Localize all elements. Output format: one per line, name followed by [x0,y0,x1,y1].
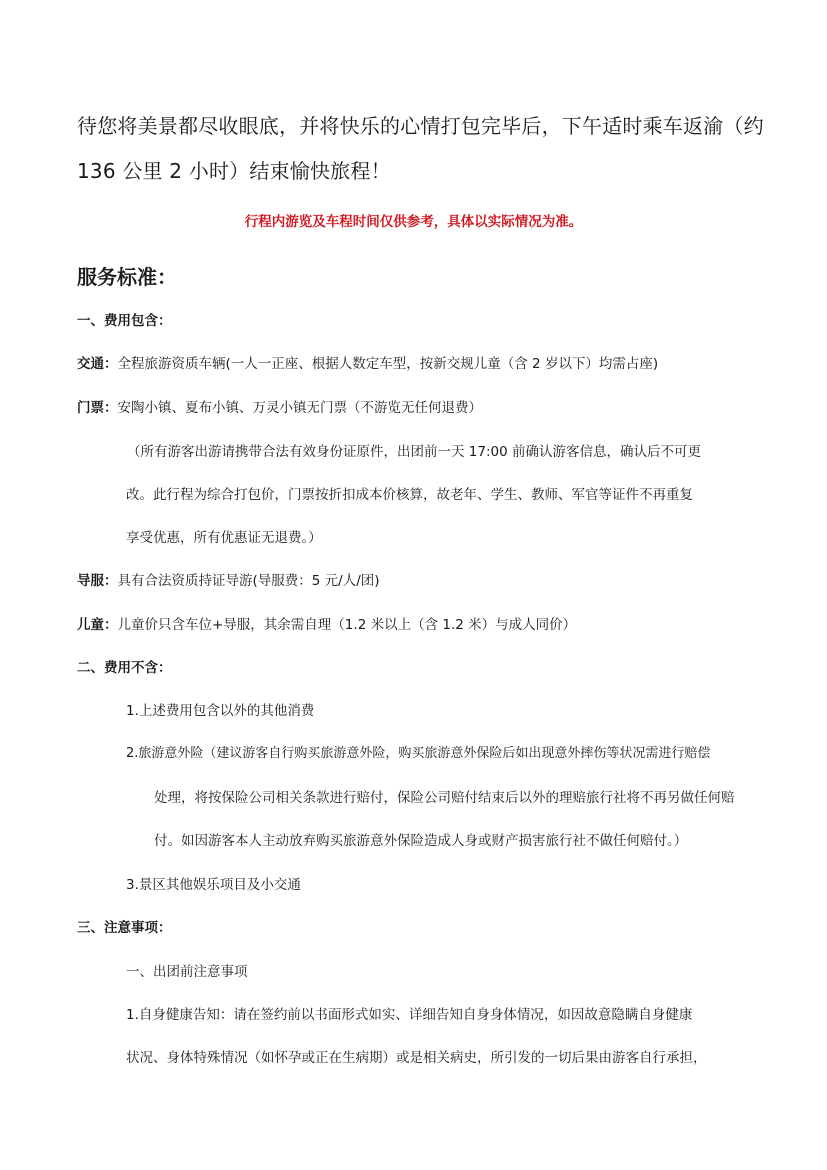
notice-text: 行程内游览及车程时间仅供参考，具体以实际情况为准。 [244,214,583,230]
children-label: 儿童： [77,617,118,633]
guide-text: 具有合法资质持证导游(导服费：5 元/人/团) [117,573,380,589]
guide-label: 导服： [77,573,118,589]
tickets-item [77,396,482,416]
transport-item [77,352,658,372]
intro-line-1: 待您将美景都尽收眼底，并将快乐的心情打包完毕后，下午适时乘车返渝（约 [77,114,764,138]
tickets-note-line-2: 改。此行程为综合打包价，门票按折扣成本价核算，故老年、学生、教师、军官等证件不再重复 [126,487,693,503]
tickets-text: 安陶小镇、夏布小镇、万灵小镇无门票（不游览无任何退费） [117,400,482,416]
excluded-item-1: 1.上述费用包含以外的其他消费 [126,703,315,719]
tickets-note-line-3: 享受优惠，所有优惠证无退费。） [126,530,322,546]
children-item [77,613,576,633]
guide-item [77,569,380,589]
intro-line-2: 136 公里 2 小时）结束愉快旅程！ [77,159,391,183]
children-text: 儿童价只含车位+导服，其余需自理（1.2 米以上（含 1.2 米）与成人同价） [117,617,577,633]
tickets-label: 门票： [77,400,118,416]
notes-subtitle: 一、出团前注意事项 [126,964,248,980]
excluded-title: 二、费用不含： [77,660,172,676]
excluded-item-3: 3.景区其他娱乐项目及小交通 [126,877,301,893]
notes-item-1-line-2: 状况、身体特殊情况（如怀孕或正在生病期）或是相关病史，所引发的一切后果由游客自行承担， [126,1050,707,1066]
included-title: 一、费用包含： [77,313,172,329]
transport-label: 交通： [77,356,118,372]
excluded-item-2-line-3: 付。如因游客本人主动放弃购买旅游意外保险造成人身或财产损害旅行社不做任何赔付。） [154,833,688,849]
service-heading: 服务标准： [77,265,177,289]
transport-text: 全程旅游资质车辆(一人一正座、根据人数定车型，按新交规儿童（含 2 岁以下）均需占座) [117,356,659,372]
excluded-item-2-line-2: 处理，将按保险公司相关条款进行赔付，保险公司赔付结束后以外的理赔旅行社将不再另做任何赔 [154,790,735,806]
notes-title: 三、注意事项： [77,920,172,936]
tickets-note-line-1: （所有游客出游请携带合法有效身份证原件，出团前一天 17:00 前确认游客信息，确认后不可更 [127,444,701,460]
notes-item-1-line-1: 1.自身健康告知：请在签约前以书面形式如实、详细告知自身身体情况，如因故意隐瞒自身健康 [126,1007,693,1023]
excluded-item-2-line-1: 2.旅游意外险（建议游客自行购买旅游意外险，购买旅游意外保险后如出现意外摔伤等状况需进行赔偿 [126,746,711,761]
